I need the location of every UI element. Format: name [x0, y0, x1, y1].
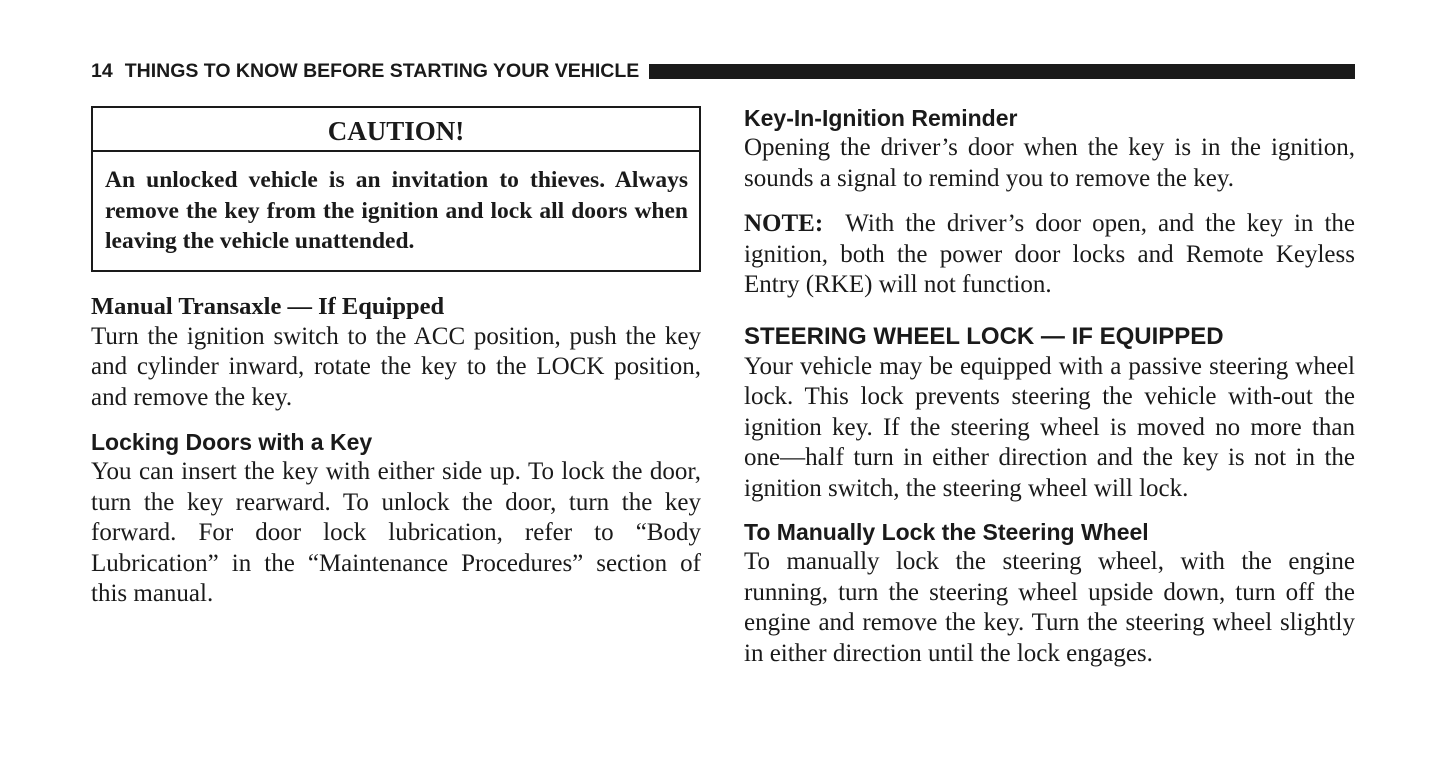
caution-title: CAUTION! — [93, 108, 699, 152]
manual-transaxle-heading: Manual Transaxle — If Equipped — [91, 292, 445, 320]
header-rule — [649, 64, 1355, 79]
note-label: NOTE: — [744, 210, 824, 237]
key-reminder-body: Opening the driver’s door when the key is in the ignition, sounds a signal to remind you to remove the key. — [744, 134, 1355, 192]
caution-body: An unlocked vehicle is an invitation to thieves. Always remove the key from the ignition and lock all doors when leaving the vehicle unattended. — [105, 167, 688, 254]
page-number: 14 — [91, 59, 113, 82]
note-text: With the driver’s door open, and the key in the ignition, both the power door locks and Remote Keyless Entry (RKE) will not function. — [744, 210, 1355, 298]
steering-lock-heading: STEERING WHEEL LOCK — IF EQUIPPED — [744, 322, 1224, 350]
key-reminder-heading: Key-In-Ignition Reminder — [744, 105, 1018, 131]
manual-lock-body: To manually lock the steering wheel, with the engine running, turn the steering wheel upside down, turn off the engine and remove the key. Turn the steering wheel slightly in either direction until the lock engages. — [744, 548, 1355, 667]
left-column — [91, 106, 701, 610]
locking-doors-heading: Locking Doors with a Key — [91, 429, 373, 455]
caution-box — [91, 106, 701, 272]
manual-lock-heading: To Manually Lock the Steering Wheel — [744, 519, 1149, 545]
steering-lock-body: Your vehicle may be equipped with a passive steering wheel lock. This lock prevents steering the vehicle with-out the ignition key. If the steering wheel is moved no more than one—half turn in either direction and the key is not in the ignition switch, the steering wheel will lock. — [744, 352, 1355, 502]
page-header — [91, 58, 1355, 84]
right-column — [744, 103, 1355, 669]
note-paragraph — [744, 209, 1355, 301]
section-title: THINGS TO KNOW BEFORE STARTING YOUR VEHICLE — [124, 59, 640, 82]
locking-doors-body: You can insert the key with either side up. To lock the door, turn the key rearward. To unlock the door, turn the key forward. For door lock lubrication, refer to “Body Lubrication” in the “Maintenance Procedures” section of this manual. — [91, 458, 701, 607]
manual-transaxle-body: Turn the ignition switch to the ACC position, push the key and cylinder inward, rotate the key to the LOCK position, and remove the key. — [91, 322, 701, 411]
